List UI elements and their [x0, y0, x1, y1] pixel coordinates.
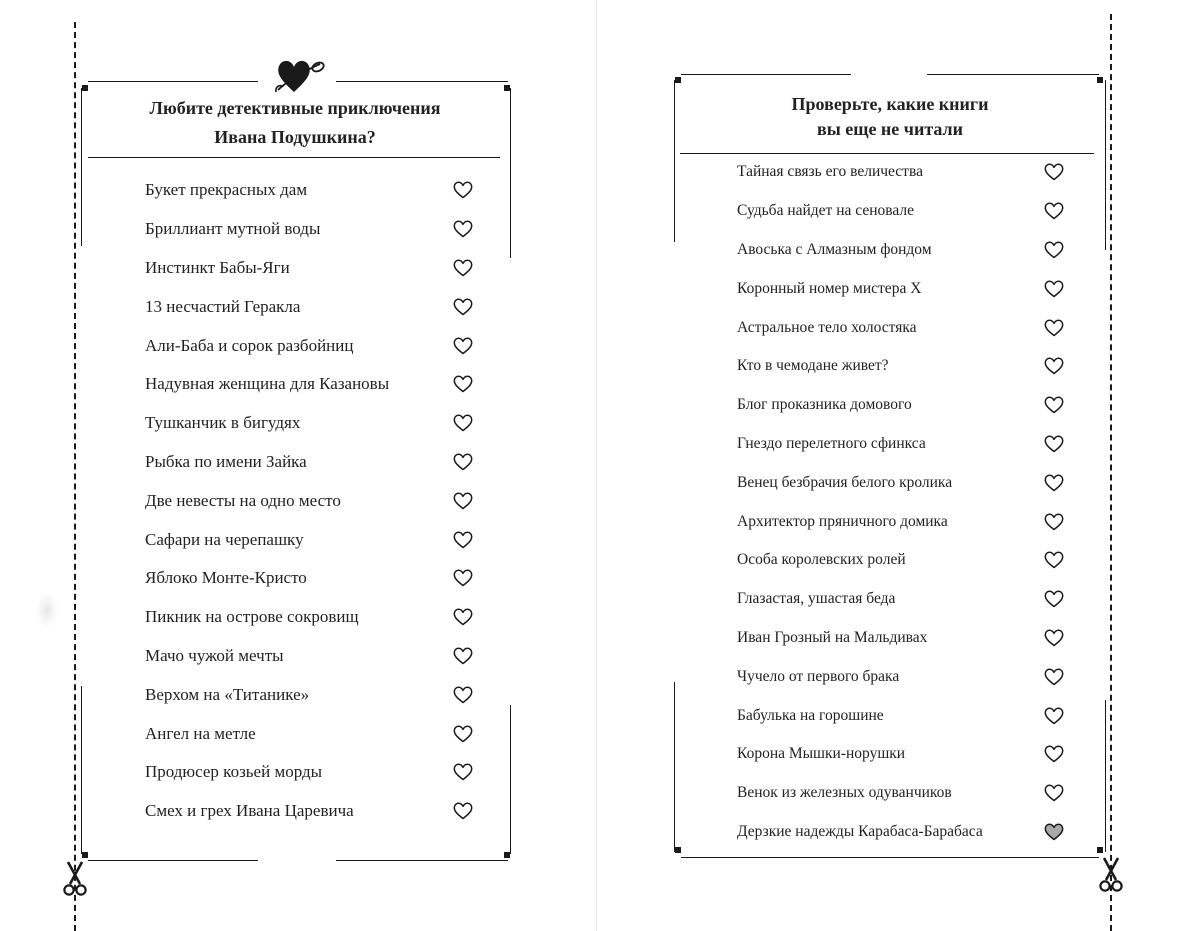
scissors-icon [63, 860, 87, 900]
heart-outline-icon[interactable] [1044, 745, 1064, 763]
book-title: Инстинкт Бабы-Яги [145, 257, 290, 277]
book-title: Сафари на черепашку [145, 529, 304, 549]
frame-bottom [681, 857, 1099, 858]
frame-left-upper [674, 80, 675, 242]
heart-outline-icon[interactable] [1044, 163, 1064, 181]
title-line: вы еще не читали [816, 119, 964, 139]
frame-top-left [681, 74, 851, 75]
heart-outline-icon[interactable] [1044, 784, 1064, 802]
book-title: 13 несчастий Геракла [145, 296, 301, 316]
book-item [145, 520, 473, 559]
heart-outline-icon[interactable] [453, 686, 473, 704]
heart-outline-icon[interactable] [1044, 435, 1064, 453]
book-item [145, 210, 473, 249]
frame-corner [675, 77, 681, 83]
book-item [737, 463, 1064, 502]
book-title: Блог проказника домового [737, 396, 912, 414]
book-title: Мачо чужой мечты [145, 645, 284, 665]
book-title: Две невесты на одно место [145, 490, 341, 510]
scan-smudge [36, 592, 58, 628]
book-title: Иван Грозный на Мальдивах [737, 628, 928, 646]
frame-right-lower [510, 705, 511, 854]
book-title: Особа королевских ролей [737, 551, 906, 569]
book-item [737, 580, 1064, 619]
cut-line [1110, 14, 1112, 931]
book-title: Венец безбрачия белого кролика [737, 473, 953, 491]
title-rule [88, 157, 500, 158]
frame-corner [504, 852, 510, 858]
book-item [145, 443, 473, 482]
frame-corner [675, 847, 681, 853]
frame-left-lower [674, 682, 675, 852]
book-item [737, 735, 1064, 774]
book-item [737, 774, 1064, 813]
heart-outline-icon[interactable] [453, 569, 473, 587]
book-title: Продюсер козьей морды [145, 762, 323, 782]
frame-right-upper [510, 88, 511, 258]
heart-outline-icon[interactable] [1044, 280, 1064, 298]
heart-outline-icon[interactable] [453, 647, 473, 665]
heart-outline-icon[interactable] [453, 298, 473, 316]
frame-corner [82, 852, 88, 858]
book-item [145, 559, 473, 598]
heart-outline-icon[interactable] [453, 763, 473, 781]
heart-outline-icon[interactable] [1044, 474, 1064, 492]
book-item [737, 541, 1064, 580]
frame-corner [504, 85, 510, 91]
book-title: Астральное тело холостяка [737, 318, 917, 336]
heart-outline-icon[interactable] [1044, 629, 1064, 647]
frame-corner [82, 85, 88, 91]
book-title: Тушканчик в бигудях [145, 413, 301, 433]
frame-top-left [88, 81, 258, 82]
frame-left-upper [81, 88, 82, 246]
book-item [737, 153, 1064, 192]
book-title: Бабулька на горошине [737, 706, 884, 724]
book-title: Коронный номер мистера Х [737, 279, 922, 297]
book-item [145, 171, 473, 210]
book-item [145, 365, 473, 404]
book-item [145, 637, 473, 676]
heart-outline-icon[interactable] [453, 181, 473, 199]
book-title: Кто в чемодане живет? [737, 357, 889, 375]
title-line: Любите детективные приключения [149, 98, 441, 118]
left-book-checklist [145, 171, 473, 831]
right-book-checklist [737, 153, 1064, 851]
book-title: Надувная женщина для Казановы [145, 374, 390, 394]
heart-outline-icon[interactable] [453, 414, 473, 432]
book-item [145, 249, 473, 288]
book-title: Глазастая, ушастая беда [737, 590, 896, 608]
heart-outline-icon[interactable] [453, 608, 473, 626]
book-title: Букет прекрасных дам [145, 180, 308, 200]
left-page-title [120, 94, 470, 152]
book-title: Верхом на «Титанике» [145, 684, 310, 704]
book-item [737, 657, 1064, 696]
scissors-icon [1099, 856, 1123, 896]
frame-top-right [927, 74, 1099, 75]
book-title: Авоська с Алмазным фондом [737, 240, 932, 258]
book-title: Ангел на метле [145, 723, 256, 743]
frame-bottom-left [88, 860, 258, 861]
book-item [737, 192, 1064, 231]
heart-outline-icon[interactable] [453, 802, 473, 820]
heart-outline-icon[interactable] [453, 725, 473, 743]
heart-outline-icon[interactable] [1044, 319, 1064, 337]
frame-left-lower [81, 686, 82, 854]
book-item [737, 308, 1064, 347]
heart-filled-icon[interactable] [1044, 823, 1064, 841]
left-page [0, 0, 596, 931]
heart-outline-icon[interactable] [1044, 513, 1064, 531]
title-line: Ивана Подушкина? [214, 127, 376, 147]
book-title: Дерзкие надежды Карабаса-Барабаса [737, 822, 983, 840]
book-title: Архитектор пряничного домика [737, 512, 948, 530]
book-title: Гнездо перелетного сфинкса [737, 434, 926, 452]
book-item [145, 714, 473, 753]
book-item [145, 675, 473, 714]
book-item [737, 269, 1064, 308]
heart-outline-icon[interactable] [1044, 668, 1064, 686]
heart-outline-icon[interactable] [453, 375, 473, 393]
heart-outline-icon[interactable] [1044, 357, 1064, 375]
heart-outline-icon[interactable] [1044, 202, 1064, 220]
heart-outline-icon[interactable] [453, 453, 473, 471]
heart-outline-icon[interactable] [453, 220, 473, 238]
heart-outline-icon[interactable] [453, 492, 473, 510]
book-title: Корона Мышки-норушки [737, 745, 906, 763]
frame-corner [1097, 847, 1103, 853]
book-title: Бриллиант мутной воды [145, 219, 321, 239]
frame-right-lower [1105, 700, 1106, 852]
book-item [145, 598, 473, 637]
book-item [145, 481, 473, 520]
book-item [145, 287, 473, 326]
book-title: Тайная связь его величества [737, 163, 923, 181]
book-item [145, 404, 473, 443]
frame-top-right [336, 81, 508, 82]
book-item [145, 753, 473, 792]
book-item [737, 425, 1064, 464]
heart-outline-icon[interactable] [1044, 707, 1064, 725]
book-item [737, 502, 1064, 541]
right-page-title [715, 92, 1065, 142]
book-item [145, 326, 473, 365]
frame-bottom-right [336, 860, 508, 861]
frame-corner [1097, 77, 1103, 83]
heart-outline-icon[interactable] [453, 259, 473, 277]
book-item [145, 792, 473, 831]
book-item [737, 386, 1064, 425]
book-title: Пикник на острове сокровищ [145, 607, 359, 627]
book-item [737, 813, 1064, 852]
book-item [737, 619, 1064, 658]
book-title: Венок из железных одуванчиков [737, 784, 952, 802]
heart-outline-icon[interactable] [1044, 241, 1064, 259]
heart-outline-icon[interactable] [1044, 590, 1064, 608]
heart-safety-pin-icon [272, 54, 328, 94]
book-title: Чучело от первого брака [737, 667, 900, 685]
book-item [737, 696, 1064, 735]
heart-outline-icon[interactable] [1044, 551, 1064, 569]
title-line: Проверьте, какие книги [791, 94, 989, 114]
right-page [597, 0, 1193, 931]
heart-outline-icon[interactable] [453, 531, 473, 549]
book-title: Али-Баба и сорок разбойниц [145, 335, 354, 355]
frame-right-upper [1105, 80, 1106, 250]
heart-outline-icon[interactable] [453, 337, 473, 355]
book-item [737, 347, 1064, 386]
book-title: Яблоко Монте-Кристо [145, 568, 307, 588]
book-item [737, 231, 1064, 270]
book-title: Смех и грех Ивана Царевича [145, 801, 354, 821]
heart-outline-icon[interactable] [1044, 396, 1064, 414]
book-title: Судьба найдет на сеновале [737, 202, 914, 220]
cut-line [74, 22, 76, 931]
book-title: Рыбка по имени Зайка [145, 451, 307, 471]
